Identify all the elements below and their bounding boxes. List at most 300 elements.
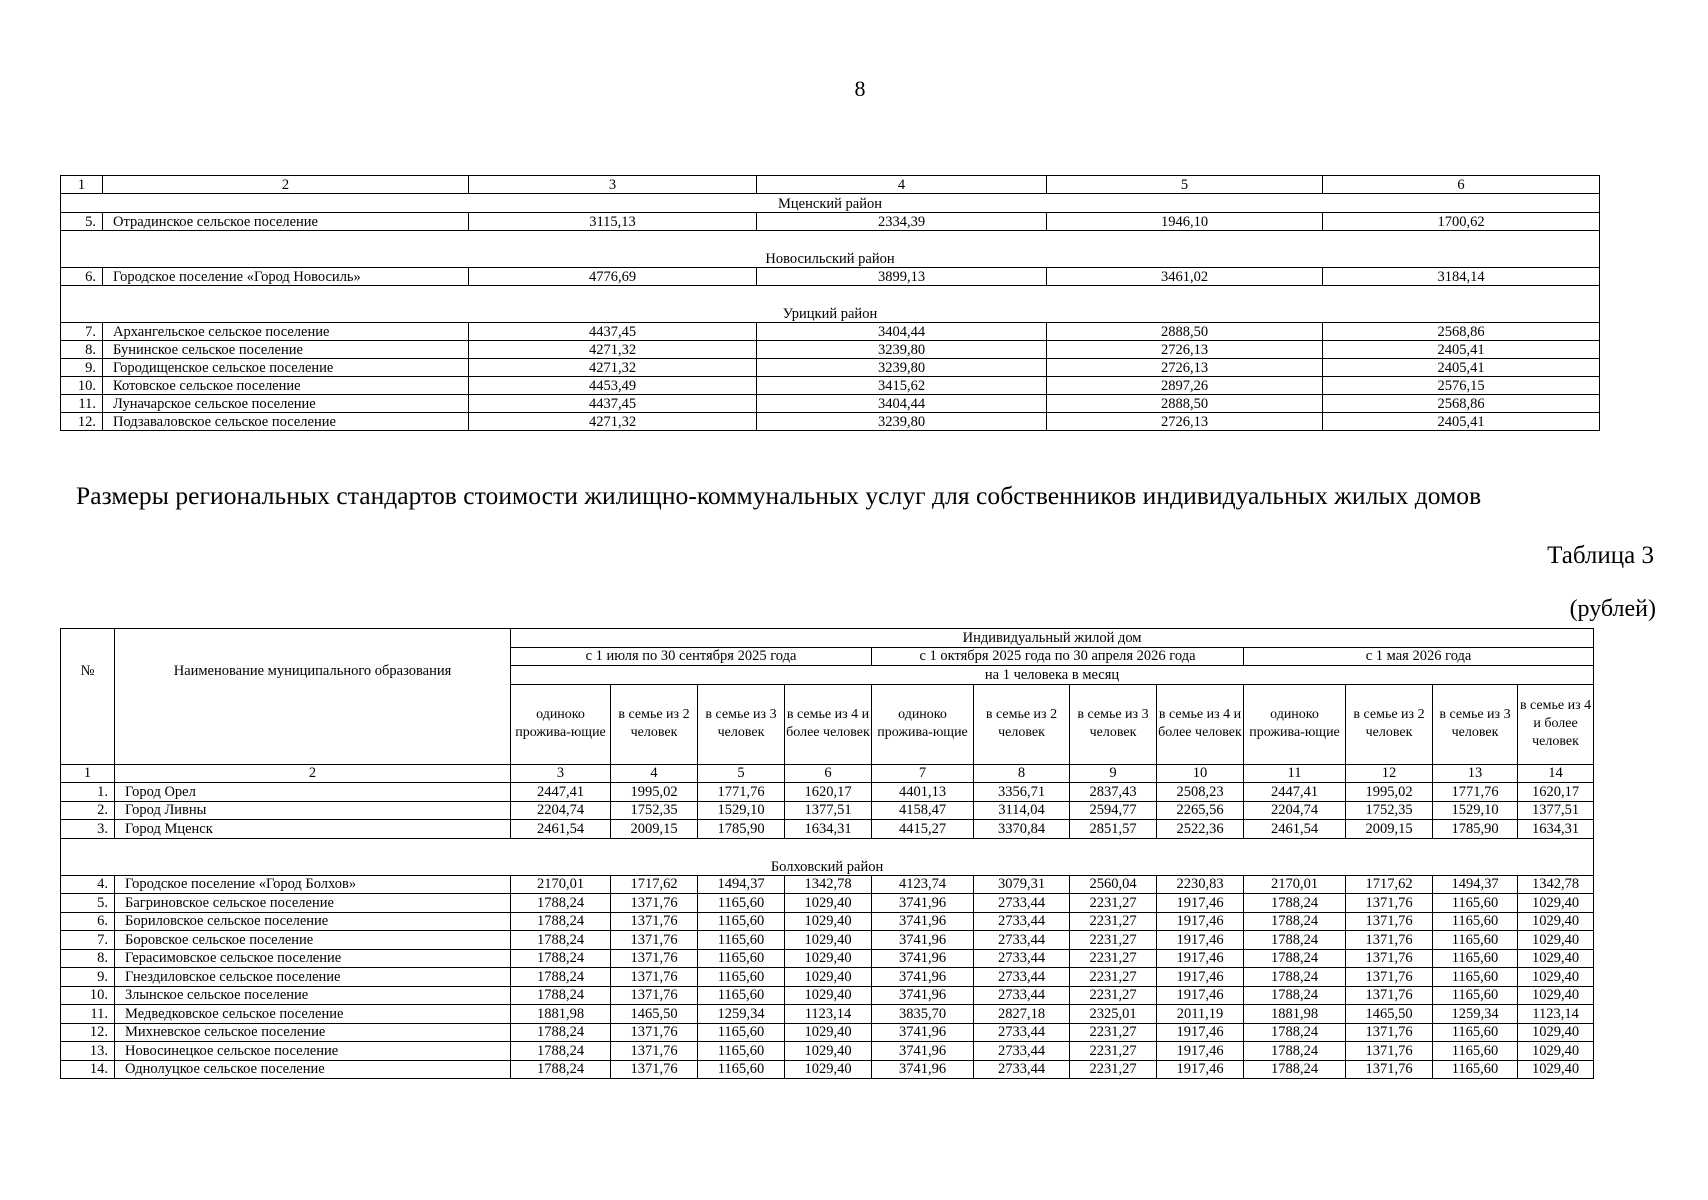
value-cell: 1881,98 [511,1005,611,1024]
municipality-name: Михневское сельское поселение [115,1023,511,1042]
value-cell: 1165,60 [698,949,785,968]
table-row [61,949,1594,968]
municipality-name: Бориловское сельское поселение [115,912,511,931]
header-period-3: с 1 мая 2026 года [1244,647,1594,666]
top-header-number: 4 [757,176,1047,194]
value-cell: 1917,46 [1157,949,1244,968]
value-cell: 2204,74 [511,801,611,820]
page-number: 8 [854,76,866,101]
value-cell: 1771,76 [1433,783,1518,802]
value-cell: 1917,46 [1157,894,1244,913]
row-number: 2. [61,801,115,820]
municipality-name: Городское поселение «Город Болхов» [115,875,511,894]
value-cell: 1785,90 [1433,820,1518,839]
value-cell: 4453,49 [469,377,757,395]
value-cell: 2888,50 [1047,395,1323,413]
value-cell: 1165,60 [1433,912,1518,931]
value-cell: 1788,24 [511,949,611,968]
value-cell: 1788,24 [1244,968,1346,987]
value-cell: 1620,17 [1518,783,1594,802]
value-cell: 3239,80 [757,359,1047,377]
value-cell: 1029,40 [785,1060,872,1079]
table-row [61,931,1594,950]
value-cell: 1371,76 [611,912,698,931]
value-cell: 1371,76 [611,1042,698,1061]
main-table-body [61,629,1594,1079]
header-subcol: в семье из 2 человек [611,684,698,764]
table-row [61,413,1600,431]
value-cell: 1752,35 [1346,801,1433,820]
column-number: 6 [785,764,872,783]
value-cell: 2897,26 [1047,377,1323,395]
column-number: 3 [511,764,611,783]
region-title: Урицкий район [61,286,1600,323]
value-cell: 1771,76 [698,783,785,802]
table-row [61,213,1600,231]
value-cell: 1371,76 [1346,949,1433,968]
value-cell: 1029,40 [785,912,872,931]
value-cell: 1917,46 [1157,986,1244,1005]
header-subcol: одиноко прожива-ющие [872,684,974,764]
value-cell: 1371,76 [1346,1042,1433,1061]
header-subcol: в семье из 3 человек [1433,684,1518,764]
municipality-name: Город Орел [115,783,511,802]
value-cell: 1371,76 [1346,1023,1433,1042]
header-subcol: в семье из 3 человек [1070,684,1157,764]
row-number: 8. [61,949,115,968]
header-period-1: с 1 июля по 30 сентября 2025 года [511,647,872,666]
row-number: 10. [61,986,115,1005]
value-cell: 1029,40 [1518,968,1594,987]
header-subcol: одиноко прожива-ющие [1244,684,1346,764]
table-row [61,1042,1594,1061]
value-cell: 2726,13 [1047,359,1323,377]
value-cell: 1494,37 [1433,875,1518,894]
value-cell: 1788,24 [511,986,611,1005]
table-row [61,820,1594,839]
value-cell: 3114,04 [974,801,1070,820]
value-cell: 1029,40 [1518,1060,1594,1079]
column-number: 5 [698,764,785,783]
value-cell: 1371,76 [611,894,698,913]
value-cell: 1788,24 [1244,1060,1346,1079]
table-row [61,875,1594,894]
value-cell: 2726,13 [1047,341,1323,359]
value-cell: 3741,96 [872,986,974,1005]
value-cell: 1165,60 [698,894,785,913]
value-cell: 1165,60 [1433,968,1518,987]
table-row [61,986,1594,1005]
row-number: 1. [61,783,115,802]
value-cell: 2726,13 [1047,413,1323,431]
top-header-number: 2 [103,176,469,194]
value-cell: 3741,96 [872,931,974,950]
value-cell: 1123,14 [785,1005,872,1024]
value-cell: 2837,43 [1070,783,1157,802]
municipality-name: Луначарское сельское поселение [103,395,469,413]
value-cell: 2325,01 [1070,1005,1157,1024]
value-cell: 4776,69 [469,268,757,286]
value-cell: 1165,60 [698,931,785,950]
value-cell: 1165,60 [698,968,785,987]
value-cell: 1881,98 [1244,1005,1346,1024]
value-cell: 1788,24 [511,894,611,913]
top-table-body [61,176,1600,431]
value-cell: 1788,24 [511,968,611,987]
row-number: 12. [61,1023,115,1042]
value-cell: 1788,24 [1244,1042,1346,1061]
value-cell: 1917,46 [1157,1023,1244,1042]
value-cell: 1371,76 [1346,968,1433,987]
value-cell: 2576,15 [1323,377,1600,395]
value-cell: 1529,10 [1433,801,1518,820]
value-cell: 1371,76 [611,949,698,968]
table-row [61,1023,1594,1042]
value-cell: 2230,83 [1157,875,1244,894]
column-number: 8 [974,764,1070,783]
value-cell: 3079,31 [974,875,1070,894]
value-cell: 4401,13 [872,783,974,802]
value-cell: 2170,01 [511,875,611,894]
header-name: Наименование муниципального образования [115,629,511,765]
row-number: 7. [61,931,115,950]
value-cell: 1029,40 [785,986,872,1005]
value-cell: 1371,76 [611,968,698,987]
row-number: 11. [61,1005,115,1024]
table-row [61,341,1600,359]
table-row [61,968,1594,987]
column-number: 13 [1433,764,1518,783]
value-cell: 3115,13 [469,213,757,231]
value-cell: 1165,60 [698,1042,785,1061]
municipality-name: Город Мценск [115,820,511,839]
value-cell: 1494,37 [698,875,785,894]
table-row [61,783,1594,802]
value-cell: 1700,62 [1323,213,1600,231]
value-cell: 1917,46 [1157,968,1244,987]
table-row [61,268,1600,286]
value-cell: 2560,04 [1070,875,1157,894]
value-cell: 1165,60 [1433,1060,1518,1079]
value-cell: 2733,44 [974,931,1070,950]
top-header-number: 1 [61,176,103,194]
value-cell: 1029,40 [785,894,872,913]
value-cell: 1788,24 [1244,949,1346,968]
value-cell: 1995,02 [1346,783,1433,802]
section-heading: Размеры региональных стандартов стоимости жилищно-коммунальных услуг для собственников индивидуальных жилых домов [76,481,1482,510]
header-subcol: в семье из 2 человек [1346,684,1433,764]
value-cell: 2568,86 [1323,395,1600,413]
row-number: 11. [61,395,103,413]
value-cell: 1785,90 [698,820,785,839]
municipality-name: Подзаваловское сельское поселение [103,413,469,431]
value-cell: 2461,54 [511,820,611,839]
municipality-name: Архангельское сельское поселение [103,323,469,341]
main-region-row [61,838,1594,875]
value-cell: 1165,60 [1433,949,1518,968]
column-number: 12 [1346,764,1433,783]
value-cell: 3239,80 [757,341,1047,359]
value-cell: 1788,24 [1244,1023,1346,1042]
top-header-number: 3 [469,176,757,194]
value-cell: 1717,62 [611,875,698,894]
header-group: Индивидуальный жилой дом [511,629,1594,648]
value-cell: 2733,44 [974,968,1070,987]
row-number: 6. [61,912,115,931]
value-cell: 3461,02 [1047,268,1323,286]
value-cell: 2009,15 [1346,820,1433,839]
value-cell: 1465,50 [1346,1005,1433,1024]
row-number: 9. [61,359,103,377]
top-table [60,175,1600,431]
top-header-number: 5 [1047,176,1323,194]
value-cell: 1917,46 [1157,912,1244,931]
value-cell: 1165,60 [1433,1042,1518,1061]
value-cell: 2231,27 [1070,912,1157,931]
value-cell: 2733,44 [974,949,1070,968]
value-cell: 1165,60 [1433,894,1518,913]
value-cell: 3415,62 [757,377,1047,395]
value-cell: 1752,35 [611,801,698,820]
value-cell: 1165,60 [698,986,785,1005]
value-cell: 1788,24 [511,1023,611,1042]
table-row [61,395,1600,413]
value-cell: 2405,41 [1323,359,1600,377]
table-row [61,1005,1594,1024]
value-cell: 1371,76 [611,1060,698,1079]
value-cell: 2447,41 [511,783,611,802]
main-table [60,628,1594,1079]
municipality-name: Злынское сельское поселение [115,986,511,1005]
value-cell: 2888,50 [1047,323,1323,341]
value-cell: 2594,77 [1070,801,1157,820]
table-row [61,323,1600,341]
value-cell: 1788,24 [511,931,611,950]
row-number: 10. [61,377,103,395]
value-cell: 3356,71 [974,783,1070,802]
units-label: (рублей) [1569,596,1656,622]
value-cell: 1029,40 [1518,1042,1594,1061]
value-cell: 2170,01 [1244,875,1346,894]
value-cell: 1529,10 [698,801,785,820]
value-cell: 1371,76 [1346,894,1433,913]
value-cell: 3741,96 [872,1023,974,1042]
municipality-name: Герасимовское сельское поселение [115,949,511,968]
value-cell: 1342,78 [1518,875,1594,894]
header-no: № [61,629,115,765]
top-header-number: 6 [1323,176,1600,194]
value-cell: 3239,80 [757,413,1047,431]
value-cell: 1377,51 [1518,801,1594,820]
value-cell: 1165,60 [1433,986,1518,1005]
value-cell: 3899,13 [757,268,1047,286]
row-number: 5. [61,213,103,231]
municipality-name: Бунинское сельское поселение [103,341,469,359]
value-cell: 2405,41 [1323,341,1600,359]
value-cell: 1029,40 [1518,1023,1594,1042]
value-cell: 2231,27 [1070,968,1157,987]
value-cell: 2231,27 [1070,931,1157,950]
row-number: 7. [61,323,103,341]
value-cell: 1165,60 [698,912,785,931]
value-cell: 2522,36 [1157,820,1244,839]
value-cell: 1029,40 [785,1023,872,1042]
value-cell: 1788,24 [511,1042,611,1061]
top-region-row [61,231,1600,268]
value-cell: 1029,40 [785,968,872,987]
value-cell: 3741,96 [872,949,974,968]
value-cell: 1029,40 [1518,986,1594,1005]
header-row-group [61,629,1594,648]
value-cell: 2733,44 [974,1023,1070,1042]
value-cell: 3404,44 [757,395,1047,413]
municipality-name: Медведковское сельское поселение [115,1005,511,1024]
value-cell: 1029,40 [785,931,872,950]
value-cell: 1788,24 [1244,931,1346,950]
value-cell: 3741,96 [872,1060,974,1079]
value-cell: 4437,45 [469,323,757,341]
value-cell: 2231,27 [1070,986,1157,1005]
value-cell: 2009,15 [611,820,698,839]
value-cell: 2231,27 [1070,1042,1157,1061]
value-cell: 3835,70 [872,1005,974,1024]
municipality-name: Однолуцкое сельское поселение [115,1060,511,1079]
header-subcol: в семье из 2 человек [974,684,1070,764]
column-number: 2 [115,764,511,783]
value-cell: 4271,32 [469,413,757,431]
value-cell: 1123,14 [1518,1005,1594,1024]
value-cell: 1634,31 [1518,820,1594,839]
value-cell: 1165,60 [1433,1023,1518,1042]
value-cell: 1634,31 [785,820,872,839]
value-cell: 1029,40 [1518,931,1594,950]
column-number: 4 [611,764,698,783]
value-cell: 3741,96 [872,894,974,913]
value-cell: 1342,78 [785,875,872,894]
municipality-name: Городищенское сельское поселение [103,359,469,377]
value-cell: 1917,46 [1157,931,1244,950]
top-header-row [61,176,1600,194]
table-row [61,377,1600,395]
value-cell: 1717,62 [1346,875,1433,894]
value-cell: 4271,32 [469,341,757,359]
value-cell: 1371,76 [611,986,698,1005]
value-cell: 2733,44 [974,1060,1070,1079]
value-cell: 3741,96 [872,1042,974,1061]
row-number: 14. [61,1060,115,1079]
row-number: 8. [61,341,103,359]
municipality-name: Отрадинское сельское поселение [103,213,469,231]
row-number: 13. [61,1042,115,1061]
value-cell: 1029,40 [785,1042,872,1061]
value-cell: 2447,41 [1244,783,1346,802]
value-cell: 1788,24 [1244,986,1346,1005]
column-number: 14 [1518,764,1594,783]
value-cell: 2827,18 [974,1005,1070,1024]
value-cell: 1917,46 [1157,1042,1244,1061]
value-cell: 1259,34 [1433,1005,1518,1024]
table-row [61,912,1594,931]
row-number: 4. [61,875,115,894]
table-row [61,359,1600,377]
value-cell: 1371,76 [1346,912,1433,931]
value-cell: 1995,02 [611,783,698,802]
value-cell: 2231,27 [1070,1060,1157,1079]
value-cell: 1946,10 [1047,213,1323,231]
header-subcol: в семье из 4 и более человек [1518,684,1594,764]
column-number: 1 [61,764,115,783]
value-cell: 4123,74 [872,875,974,894]
value-cell: 2508,23 [1157,783,1244,802]
region-title: Новосильский район [61,231,1600,268]
row-number: 5. [61,894,115,913]
value-cell: 1371,76 [611,931,698,950]
municipality-name: Город Ливны [115,801,511,820]
value-cell: 4415,27 [872,820,974,839]
value-cell: 4437,45 [469,395,757,413]
header-subcol: в семье из 4 и более человек [785,684,872,764]
value-cell: 2334,39 [757,213,1047,231]
value-cell: 3370,84 [974,820,1070,839]
value-cell: 2204,74 [1244,801,1346,820]
value-cell: 1165,60 [698,1060,785,1079]
value-cell: 1165,60 [698,1023,785,1042]
column-number: 7 [872,764,974,783]
value-cell: 2405,41 [1323,413,1600,431]
value-cell: 1620,17 [785,783,872,802]
row-number: 9. [61,968,115,987]
table-row [61,801,1594,820]
top-region-row [61,194,1600,213]
municipality-name: Новосинецкое сельское поселение [115,1042,511,1061]
column-number: 9 [1070,764,1157,783]
value-cell: 2733,44 [974,894,1070,913]
header-subcol: в семье из 3 человек [698,684,785,764]
column-number: 11 [1244,764,1346,783]
value-cell: 2231,27 [1070,949,1157,968]
column-numbers-row [61,764,1594,783]
value-cell: 1788,24 [511,1060,611,1079]
value-cell: 3184,14 [1323,268,1600,286]
value-cell: 1788,24 [511,912,611,931]
value-cell: 3741,96 [872,912,974,931]
value-cell: 1371,76 [1346,986,1433,1005]
value-cell: 2265,56 [1157,801,1244,820]
column-number: 10 [1157,764,1244,783]
table-label: Таблица 3 [1547,542,1654,569]
top-region-row [61,286,1600,323]
municipality-name: Гнездиловское сельское поселение [115,968,511,987]
value-cell: 2461,54 [1244,820,1346,839]
header-subcol: одиноко прожива-ющие [511,684,611,764]
header-subcol: в семье из 4 и более человек [1157,684,1244,764]
value-cell: 2733,44 [974,1042,1070,1061]
municipality-name: Котовское сельское поселение [103,377,469,395]
value-cell: 2231,27 [1070,894,1157,913]
value-cell: 1377,51 [785,801,872,820]
header-per-person: на 1 человека в месяц [511,666,1594,685]
value-cell: 1165,60 [1433,931,1518,950]
value-cell: 2733,44 [974,912,1070,931]
value-cell: 1029,40 [785,949,872,968]
value-cell: 2851,57 [1070,820,1157,839]
value-cell: 1917,46 [1157,1060,1244,1079]
value-cell: 1465,50 [611,1005,698,1024]
row-number: 3. [61,820,115,839]
value-cell: 2011,19 [1157,1005,1244,1024]
value-cell: 1029,40 [1518,949,1594,968]
value-cell: 2568,86 [1323,323,1600,341]
